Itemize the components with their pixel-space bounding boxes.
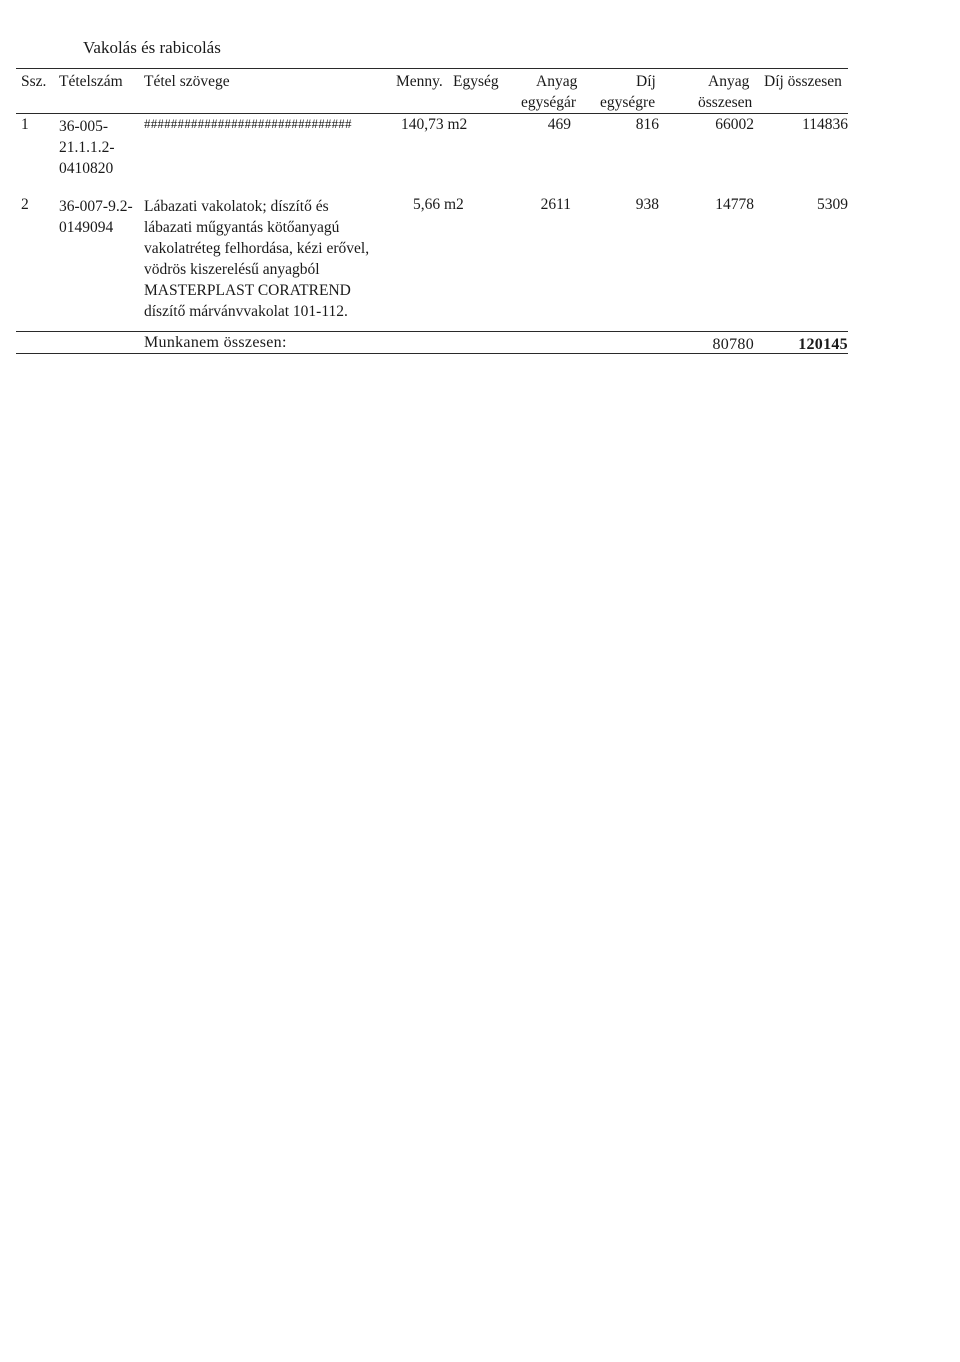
row-2-dij-egysegre: 938 <box>635 196 659 213</box>
header-dij-egysegre-line2: egységre <box>600 94 656 111</box>
header-ssz: Ssz. <box>21 73 47 90</box>
header-anyag-osszesen-line1: Anyag <box>708 73 750 90</box>
total-label: Munkanem összesen: <box>144 334 287 351</box>
header-menny: Menny. <box>396 73 443 90</box>
row-1-anyag-egysegar: 469 <box>547 116 571 133</box>
header-tetelszam: Tételszám <box>59 73 123 90</box>
row-1-dij-osszesen: 114836 <box>802 116 848 133</box>
row-1-ssz: 1 <box>21 116 29 133</box>
total-dij: 120145 <box>798 336 848 353</box>
row-1-menny-egyseg: 140,73 m2 <box>401 116 468 133</box>
row-1-tetelszam: 36-005- 21.1.1.2- 0410820 <box>59 118 115 177</box>
header-dij-egysegre-line1: Díj <box>636 73 656 90</box>
header-dij-osszesen: Díj összesen <box>764 73 842 90</box>
row-2-anyag-osszesen: 14778 <box>715 196 754 213</box>
header-anyag-osszesen-line2: összesen <box>698 94 753 111</box>
row-2-szoveg: Lábazati vakolatok; díszítő és lábazati műgyantás kötőanyagú vakolatréteg felhordása, kézi erővel, vödrös kiszerelésű anyagból MASTERPLAST CORATREND díszítő márvánvvakolat 101-112. <box>144 198 370 320</box>
row-2-menny-egyseg: 5,66 m2 <box>413 196 464 213</box>
header-egyseg: Egység <box>453 73 499 90</box>
row-1-dij-egysegre: 816 <box>635 116 659 133</box>
section-title: Vakolás és rabicolás <box>83 38 221 57</box>
header-anyag-egysegar-line1: Anyag <box>536 73 578 90</box>
header-top-rule <box>16 68 848 69</box>
header-tetel-szovege: Tétel szövege <box>144 73 230 90</box>
header-bottom-rule <box>16 113 848 114</box>
total-bottom-rule <box>16 353 848 354</box>
row-2-anyag-egysegar: 2611 <box>540 196 571 213</box>
header-anyag-egysegar-line2: egységár <box>521 94 577 111</box>
row-2-dij-osszesen: 5309 <box>817 196 848 213</box>
total-anyag: 80780 <box>712 336 754 353</box>
row-1-anyag-osszesen: 66002 <box>715 116 754 133</box>
row-2-ssz: 2 <box>21 196 29 213</box>
row-1-szoveg: ############################### <box>144 116 352 131</box>
total-top-rule <box>16 331 848 332</box>
row-2-tetelszam: 36-007-9.2- 0149094 <box>59 198 133 236</box>
